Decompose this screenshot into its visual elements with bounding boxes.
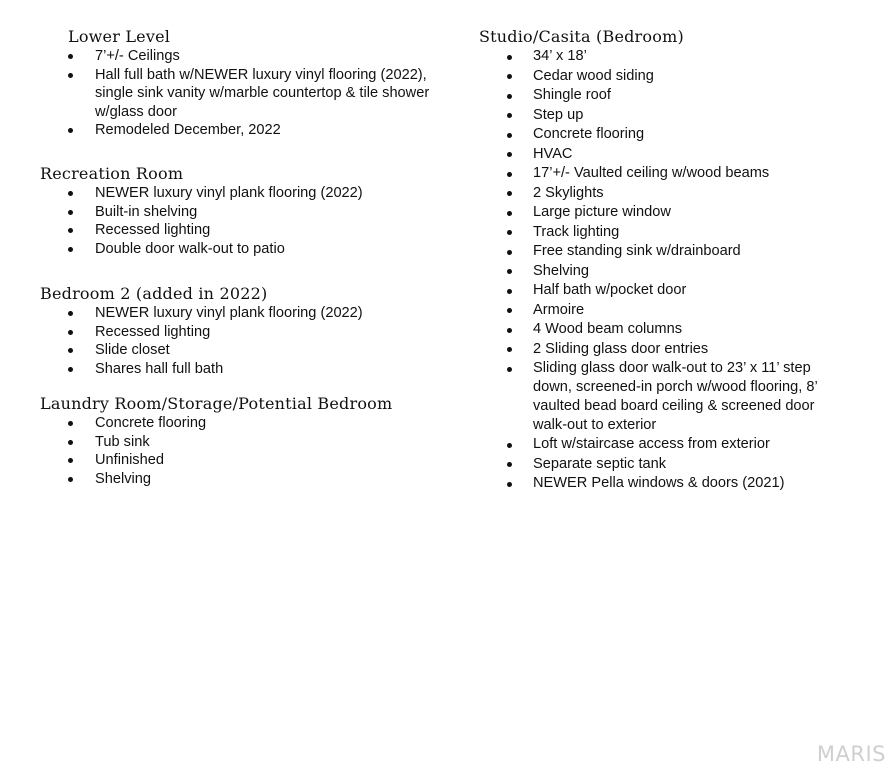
list-item: NEWER luxury vinyl plank flooring (2022) (40, 304, 435, 323)
maris-watermark: MARIS (816, 742, 886, 766)
list-item: 2 Sliding glass door entries (479, 340, 843, 360)
list-item: Shares hall full bath (40, 360, 435, 379)
list-item: Free standing sink w/drainboard (479, 242, 843, 262)
list-item: Shelving (479, 262, 843, 282)
list-item: Loft w/staircase access from exterior (479, 435, 843, 455)
list-item: Concrete flooring (40, 414, 435, 433)
list-item: Recessed lighting (40, 323, 435, 342)
list-item: Step up (479, 106, 843, 126)
list-item: NEWER Pella windows & doors (2021) (479, 474, 843, 494)
list-item: Hall full bath w/NEWER luxury vinyl flooring (2022), single sink vanity w/marble countertop & tile shower w/glass door (40, 66, 435, 122)
section-title: Recreation Room (40, 164, 184, 183)
section-bedroom-2 (40, 284, 435, 378)
list-item: Track lighting (479, 223, 843, 243)
list-item: HVAC (479, 145, 843, 165)
list-item: Concrete flooring (479, 125, 843, 145)
list-item: 7’+/- Ceilings (40, 47, 435, 66)
feature-list (40, 184, 435, 258)
list-item: Large picture window (479, 203, 843, 223)
section-title: Bedroom 2 (added in 2022) (40, 284, 268, 303)
list-item: NEWER luxury vinyl plank flooring (2022) (40, 184, 435, 203)
list-item: 4 Wood beam columns (479, 320, 843, 340)
list-item: Recessed lighting (40, 221, 435, 240)
section-lower-level (40, 27, 435, 140)
list-item: 17’+/- Vaulted ceiling w/wood beams (479, 164, 843, 184)
section-recreation-room (40, 164, 435, 258)
section-studio-casita (479, 27, 843, 494)
feature-list (40, 47, 435, 140)
list-item: Sliding glass door walk-out to 23’ x 11’ step down, screened-in porch w/wood flooring, 8’ vaulted bead board ceiling & screened door walk-out to exterior (479, 359, 843, 435)
feature-list (40, 414, 435, 488)
list-item: Armoire (479, 301, 843, 321)
section-laundry-room (40, 394, 435, 488)
list-item: 2 Skylights (479, 184, 843, 204)
feature-list (479, 47, 843, 494)
list-item: Unfinished (40, 451, 435, 470)
list-item: Double door walk-out to patio (40, 240, 435, 259)
list-item: Tub sink (40, 433, 435, 452)
list-item: Half bath w/pocket door (479, 281, 843, 301)
section-title: Laundry Room/Storage/Potential Bedroom (40, 394, 393, 413)
section-title: Lower Level (68, 27, 171, 46)
list-item: 34’ x 18’ (479, 47, 843, 67)
list-item: Cedar wood siding (479, 67, 843, 87)
list-item: Remodeled December, 2022 (40, 121, 435, 140)
feature-list (40, 304, 435, 378)
section-title: Studio/Casita (Bedroom) (479, 27, 684, 46)
list-item: Shelving (40, 470, 435, 489)
list-item: Built-in shelving (40, 203, 435, 222)
list-item: Separate septic tank (479, 455, 843, 475)
list-item: Slide closet (40, 341, 435, 360)
list-item: Shingle roof (479, 86, 843, 106)
